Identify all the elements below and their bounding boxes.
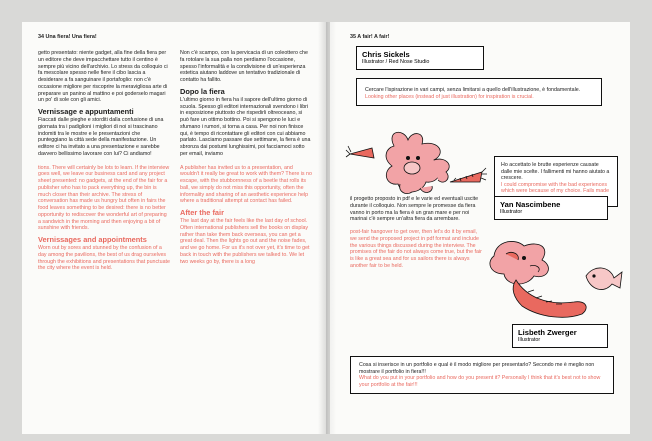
- quote1-box: [356, 78, 602, 106]
- book-spine-shadow: [318, 22, 336, 434]
- left-column-2: [180, 50, 312, 265]
- body-text-en: tions. There will certainly be lots to learn. If the interview goes well, we leave our business card and any project sheet presented: no gadgets, at the end of the fair for a publisher who has to pack everything up, the bin is much closer than their archive. The stress of conversation has made us hungry but often in fairs the food leaves something to be desired: there is no better opportunity to rediscover the wonderful art of preparing a sandwich in the morning and then enjoying a bit of sunshine with friends.: [38, 164, 170, 232]
- left-column-1: [38, 50, 170, 272]
- body-text-it: il progetto proposto in pdf e le varie ed eventuali uscite durante il colloquio. Non sempre le promesse da fiera vanno in porto ma la fiera è un gran mare e per noi marinai c'è sempre un'altra fiera da arrembare.: [350, 196, 479, 223]
- page-folio-left: 34 Una fiera! Una fiera!: [38, 34, 97, 40]
- quote1-name: Chris Sickels: [362, 50, 410, 59]
- page-folio-right: 35 A fair! A fair!: [350, 34, 390, 40]
- quote1-name-tag: [356, 46, 484, 70]
- quote3-text-it: Cosa si inserisce in un portfolio e qual è il modo migliore per presentarlo? Secondo me è meglio non mostrare il portfolio in fiera!!!: [359, 362, 595, 375]
- body-text-en: A publisher has invited us to a presentation, and wouldn't it really be great to work with them? There is no escape, with the stubbornness of a beetle that rolls its ball, we simply do not miss this opportunity, often the informality and sharing of an aesthetic experience help where a traditional attempt at contact has failed.: [180, 164, 312, 205]
- quote2-text-it: Ho accettato le brutte esperienze causate dalle mie scelte. I fallimenti mi hanno aiutato a crescere.: [501, 162, 610, 181]
- quote1-role: Illustrator / Red Nose Studio: [362, 59, 430, 65]
- quote2-name-tag: [494, 196, 608, 220]
- body-text-it: Non c'è scampo, con la pervicacia di un coleottero che fa rotolare la sua palla non perdiamo l'occasione, spesso l'informalità e la condivisione di un'esperienza estetica aiutano laddove un tentativo tradizionale di contatto ha fallito.: [180, 50, 308, 83]
- section-heading: Vernissages and appointments: [38, 235, 147, 244]
- body-text-it: L'ultimo giorno in fiera ha il sapore dell'ultimo giorno di scuola. Spesso gli editori internazionali svendono i libri in esposizione piuttosto che rispedirli oltreoceano, si può fare un ottimo bottino. Poi si spengono le luci e sfumano i rumori, si torna a casa. Per noi non finisce qui, è tempo di ricontattare gli editori con cui abbiamo parlato. Lasciamo passare due settimane, la fiera è una sbronza dai postumi lunghissimi, poi facciamoci sotto per email, inviamo: [180, 96, 311, 157]
- section-heading: Vernissage e appuntamenti: [38, 107, 134, 116]
- body-text-it: getto presentato: niente gadget, alla fine della fiera per un editore che deve impacchettare tutto il centino è sempre più vicino dell'archivio. Lo stress da colloquio ci fa mescolare spesso nelle fiere il cibo lascia a desiderare a fa sanguinare il portafoglio: non c'è occasione migliore per riscoprire la meravigliosa arte di preparare un panino al mattino e poi goderselo magari un po' di sole con gli amici.: [38, 50, 168, 104]
- rabbit-carrot-illustration: [342, 126, 488, 204]
- quote2-role: Illustrator: [500, 209, 523, 215]
- quote3-text-en: What do you put in your portfolio and how do you present it? Personally I think that it's best not to show your portfolio at the fair!!!: [359, 375, 601, 388]
- fish-figure-illustration: [486, 236, 626, 322]
- body-text-en: The last day at the fair feels like the last day of school. Often international publishers sell the books on display rather than take them back overseas, you can get a great deal. Then the lights go out and the noise fades, and we go home. For us it's not over yet, it's time to get back in touch with the publishers we talked to. We let two weeks go by, there is a long: [180, 218, 310, 265]
- section-heading: Dopo la fiera: [180, 86, 225, 96]
- body-text-it: Fiaccati dalle pieghe e storditi dalla confusione di una giornata tra i padiglioni i migliori di noi si trascinano indomiti tra le mostre e le presentazioni che punteggiano la città sede della manifestazione. Un editore ci ha invitato a una presentazione e sarebbe davvero bellissimo lavorare con lui? Ci andiamo!: [38, 117, 164, 157]
- quote3-name-tag: [512, 324, 608, 348]
- quote1-text-it: Cercare l'ispirazione in vari campi, senza limitarsi a quello dell'illustrazione, è fondamentale.: [365, 87, 581, 93]
- left-page: [22, 22, 326, 434]
- body-text-en: Worn out by sores and stunned by the confusion of a day among the pavilions, the best of us drag ourselves through the exhibitions and presentations that punctuate the city where the event is held.: [38, 245, 170, 272]
- quote2-name: Yan Nascimbene: [500, 200, 561, 209]
- body-text-en: post-fair hangover to get over, then let's do it by email, we send the proposed project in pdf format and include the various things discussed during the interview. The promises of the fair do not always come true, but the fair is like a great sea and for us sailors there is always another fair to be held.: [350, 229, 482, 269]
- quote3-role: Illustrator: [518, 337, 541, 343]
- quote2-text-en: I could compromise with the bad experiences which were because of my choice. Fails made: [501, 181, 610, 194]
- quote3-box: [350, 356, 614, 394]
- right-page: [330, 22, 630, 434]
- right-body-column: [350, 196, 482, 270]
- section-heading: After the fair: [180, 208, 224, 217]
- quote3-name: Lisbeth Zwerger: [518, 328, 577, 337]
- quote1-text-en: Looking other places (instead of just illustration) for inspiration is crucial.: [365, 93, 534, 100]
